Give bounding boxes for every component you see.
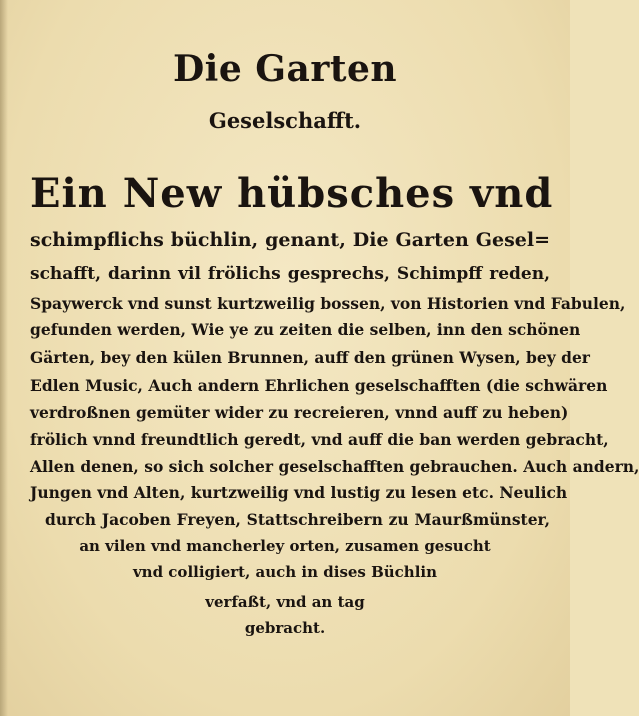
page-title: Die Garten — [172, 48, 398, 90]
body-line: verfaßt, vnd an tag — [205, 593, 365, 611]
body-line: schafft, darinn vil frölichs gesprechs, Schimpff reden, — [30, 264, 550, 284]
page-subtitle: Geselschafft. — [208, 108, 362, 133]
headline: Ein New hübsches vnd — [30, 170, 554, 217]
body-line: Gärten, bey den külen Brunnen, auff den grünen Wysen, bey der — [30, 348, 590, 367]
body-line: vnd colligiert, auch in dises Büchlin — [132, 563, 438, 581]
body-line: Jungen vnd Alten, kurtzweilig vnd lustig zu lesen etc. Neulich — [30, 483, 568, 502]
body-line: schimpflichs büchlin, genant, Die Garten Gesel= — [30, 229, 550, 251]
body-line: Edlen Music, Auch andern Ehrlichen geselschafften (die schwären — [30, 376, 608, 395]
body-line: frölich vnnd freundtlich geredt, vnd auff die ban werden gebracht, — [30, 430, 609, 449]
body-line: gebracht. — [244, 619, 326, 637]
body-line: an vilen vnd mancherley orten, zusamen gesucht — [79, 537, 491, 555]
body-line: Spaywerck vnd sunst kurtzweilig bossen, von Historien vnd Fabulen, — [30, 294, 626, 313]
body-line: durch Jacoben Freyen, Stattschreibern zu Maurßmünster, — [45, 510, 550, 529]
body-line: Allen denen, so sich solcher geselschafften gebrauchen. Auch andern, — [30, 457, 639, 476]
body-line: verdroßnen gemüter wider zu recreieren, vnnd auff zu heben) — [30, 403, 569, 422]
body-line: gefunden werden, Wie ye zu zeiten die selben, inn den schönen — [30, 320, 581, 339]
